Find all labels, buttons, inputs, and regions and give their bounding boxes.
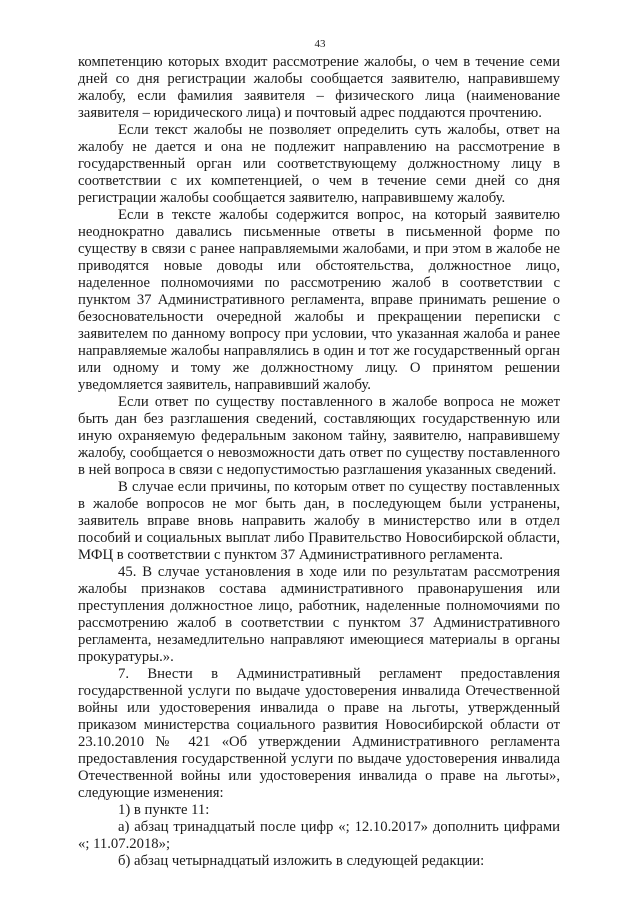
- paragraph: Если ответ по существу поставленного в жалобе вопроса не может быть дан без разглашения сведений, составляющих государственную или иную охраняемую федеральным законом тайну, заявителю, направившему жалобу, сообщается о невозможности дать ответ по существу поставленного в ней вопроса в связи с недопустимостью разглашения указанных сведений.: [78, 394, 560, 478]
- paragraph-item-45: 45. В случае установления в ходе или по результатам рассмотрения жалобы признаков состава административного правонарушения или преступления должностное лицо, работник, наделенные полномочиями по рассмотрению жалоб в соответствии с пунктом 37 Административного регламента, незамедлительно направляют имеющиеся материалы в органы прокуратуры.».: [78, 564, 560, 665]
- paragraph-subitem-a: а) абзац тринадцатый после цифр «; 12.10.2017» дополнить цифрами «; 11.07.2018»;: [78, 819, 560, 852]
- page-number: 43: [314, 38, 326, 50]
- paragraph-continuation: компетенцию которых входит рассмотрение жалобы, о чем в течение семи дней со дня регистрации жалобы сообщается заявителю, направившему жалобу, если фамилия заявителя – физического лица (наименование заявителя – юридического лица) и почтовый адрес поддаются прочтению.: [78, 54, 560, 121]
- paragraph: В случае если причины, по которым ответ по существу поставленных в жалобе вопросов не мог быть дан, в последующем были устранены, заявитель вправе вновь направить жалобу в министерство или в отдел пособий и социальных выплат либо Правительство Новосибирской области, МФЦ в соответствии с пунктом 37 Административного регламента.: [78, 479, 560, 563]
- document-body: [78, 54, 560, 870]
- paragraph-subitem-b: б) абзац четырнадцатый изложить в следующей редакции:: [118, 853, 485, 869]
- paragraph-subitem-1: 1) в пункте 11:: [118, 802, 210, 818]
- paragraph: Если текст жалобы не позволяет определить суть жалобы, ответ на жалобу не дается и она не подлежит направлению на рассмотрение в государственный орган или соответствующему должностному лицу в соответствии с их компетенцией, о чем в течение семи дней со дня регистрации жалобы сообщается заявителю, направившему жалобу.: [78, 122, 560, 206]
- paragraph-item-7: 7. Внести в Административный регламент предоставления государственной услуги по выдаче удостоверения инвалида Отечественной войны или удостоверения инвалида о праве на льготы, утвержденный приказом министерства социального развития Новосибирской области от 23.10.2010 № 421 «Об утверждении Административного регламента предоставления государственной услуги по выдаче удостоверения инвалида Отечественной войны или удостоверения инвалида о праве на льготы», следующие изменения:: [78, 666, 560, 801]
- paragraph: Если в тексте жалобы содержится вопрос, на который заявителю неоднократно давались письменные ответы в письменной форме по существу в связи с ранее направляемыми жалобами, и при этом в жалобе не приводятся новые доводы или обстоятельства, должностное лицо, наделенное полномочиями по рассмотрению жалоб в соответствии с пунктом 37 Административного регламента, вправе принимать решение о безосновательности очередной жалобы и прекращении переписки с заявителем по данному вопросу при условии, что указанная жалоба и ранее направляемые жалобы направлялись в один и тот же государственный орган или одному и тому же должностному лицу. О принятом решении уведомляется заявитель, направивший жалобу.: [78, 207, 560, 393]
